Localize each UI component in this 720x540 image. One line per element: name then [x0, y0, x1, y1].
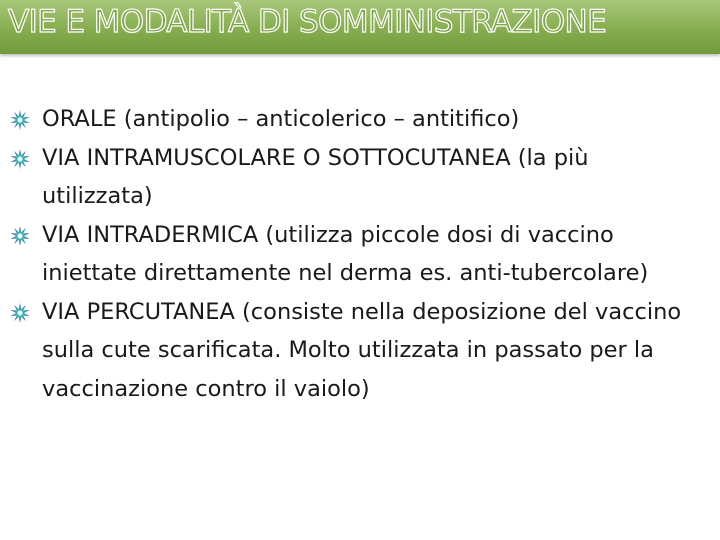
bullet-text: VIA PERCUTANEA (consiste nella deposizione del vaccino sulla cute scarificata. Molto utilizzata in passato per la vaccinazione contro il vaiolo): [42, 298, 682, 402]
bullet-item-intradermica: [8, 216, 698, 293]
starburst-bullet-icon: [10, 226, 30, 246]
bullet-text: VIA INTRADERMICA (utilizza piccole dosi di vaccino iniettate direttamente nel derma es. anti-tubercolare): [42, 221, 649, 286]
bullet-list: [8, 100, 698, 408]
starburst-bullet-icon: [10, 149, 30, 169]
slide-title: VIE E MODALITÀ DI SOMMINISTRAZIONE: [8, 4, 607, 40]
bullet-text: ORALE (antipolio – anticolerico – antitifico): [42, 106, 520, 132]
bullet-text: VIA INTRAMUSCOLARE O SOTTOCUTANEA (la più utilizzata): [42, 144, 589, 209]
starburst-bullet-icon: [10, 303, 30, 323]
starburst-bullet-icon: [10, 110, 30, 130]
bullet-item-percutanea: [8, 293, 698, 409]
title-bar: [0, 0, 720, 54]
bullet-item-orale: [8, 100, 698, 139]
bullet-item-intramuscolare: [8, 139, 698, 216]
